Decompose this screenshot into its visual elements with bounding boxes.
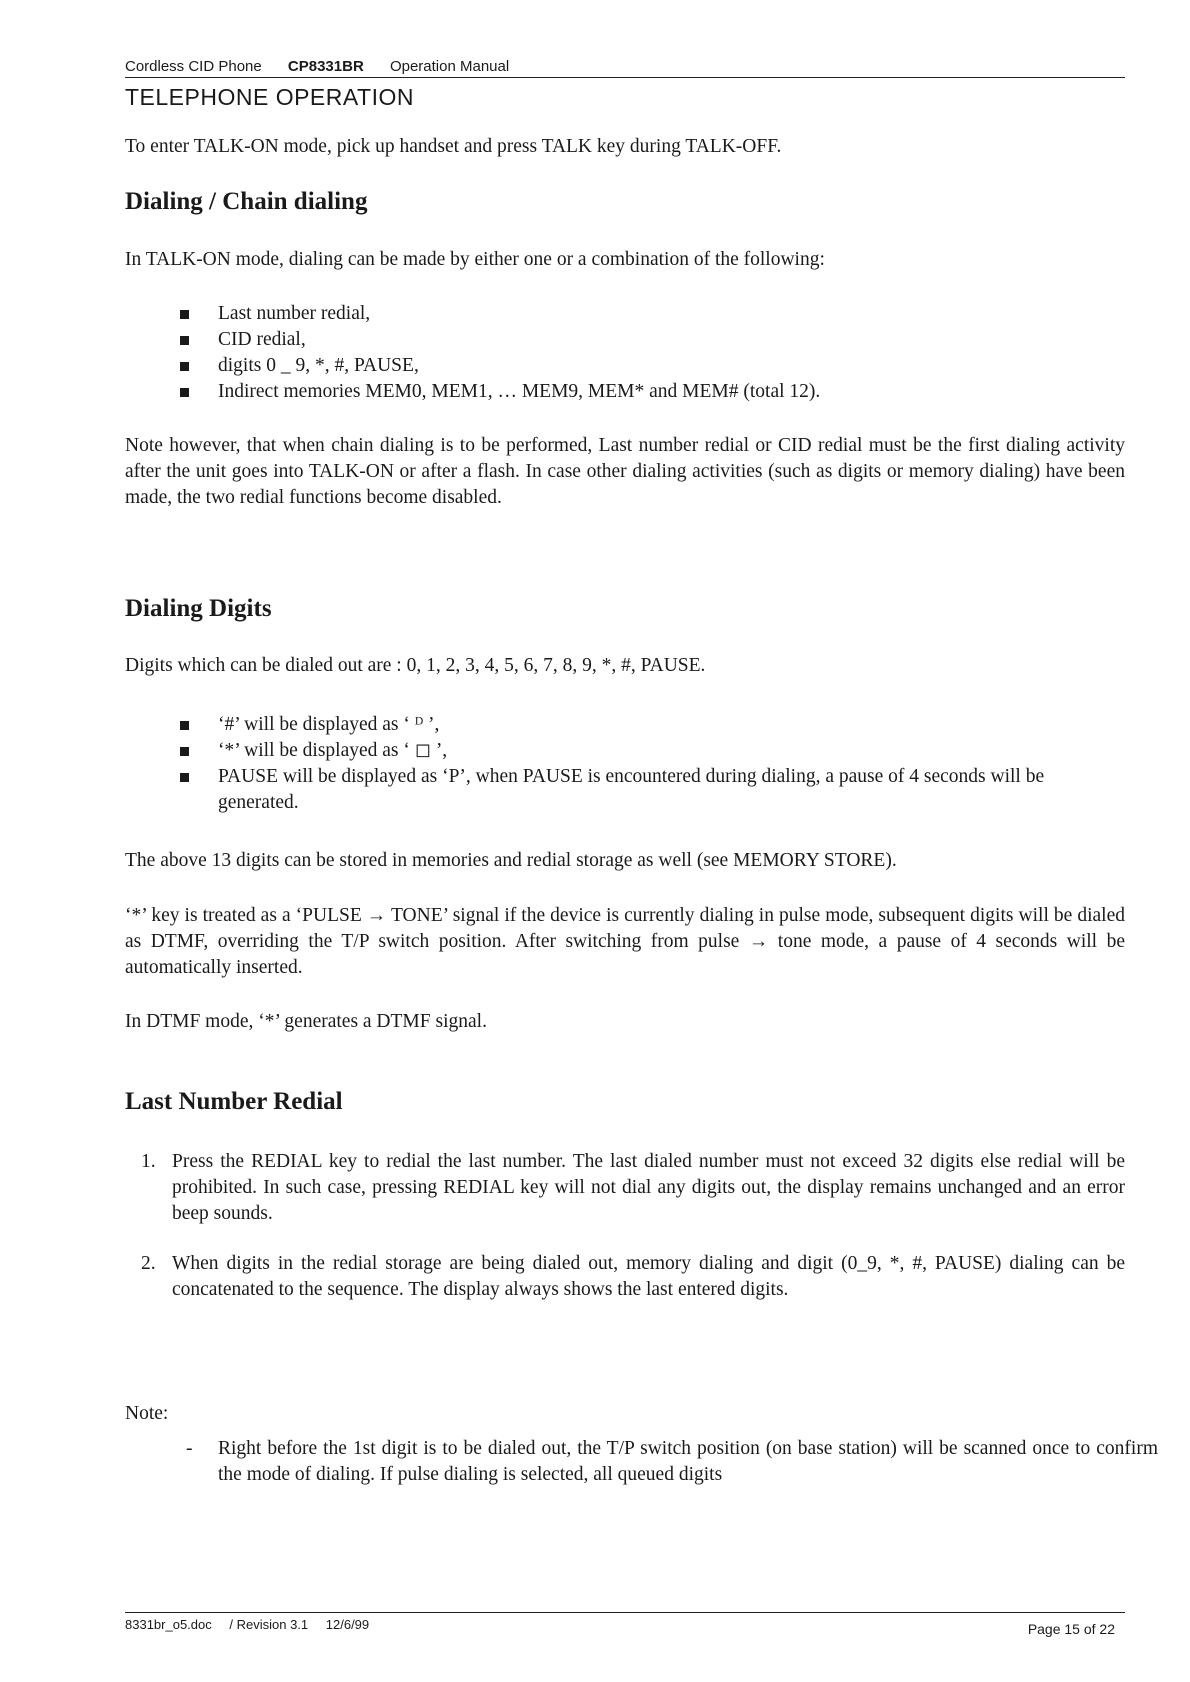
section-title: TELEPHONE OPERATION [125, 84, 414, 110]
chain-lead: In TALK-ON mode, dialing can be made by either one or a combination of the following: [125, 249, 825, 270]
footer-revision: / Revision 3.1 [229, 1617, 309, 1632]
chain-options-list [180, 301, 1125, 405]
step-item [125, 1251, 1125, 1303]
digit-display-list [180, 712, 1125, 816]
redial-steps [125, 1149, 1125, 1327]
list-item: ‘#’ will be displayed as ‘ ᴰ ’, [180, 712, 1125, 738]
list-item: Indirect memories MEM0, MEM1, … MEM9, MEM* and MEM# (total 12). [180, 379, 1125, 405]
note-item [186, 1436, 1158, 1488]
dialing-digits-heading: Dialing Digits [125, 595, 272, 622]
header-product: Cordless CID Phone [125, 58, 262, 75]
header-model: CP8331BR [287, 58, 364, 75]
step-item [125, 1149, 1125, 1227]
dtmf-paragraph: In DTMF mode, ‘*’ generates a DTMF signal. [125, 1011, 487, 1032]
list-item: Last number redial, [180, 301, 1125, 327]
digits-lead: Digits which can be dialed out are : 0, 1, 2, 3, 4, 5, 6, 7, 8, 9, *, #, PAUSE. [125, 655, 706, 676]
step-number: 2. [141, 1253, 156, 1274]
intro-paragraph: To enter TALK-ON mode, pick up handset and press TALK key during TALK-OFF. [125, 136, 782, 157]
list-item: CID redial, [180, 327, 1125, 353]
page-footer [125, 1612, 1125, 1637]
note-text: Right before the 1st digit is to be dialed out, the T/P switch position (on base station) will be scanned once to confirm the mode of dialing. If pulse dialing is selected, all queued digits [218, 1438, 1158, 1485]
star-key-paragraph: ‘*’ key is treated as a ‘PULSE → TONE’ signal if the device is currently dialing in pulse mode, subsequent digits will be dialed as DTMF, overriding the T/P switch position. After switching from pulse → tone mode, a pause of 4 seconds will be automatically inserted. [125, 905, 1125, 978]
header-doc-type: Operation Manual [389, 58, 510, 75]
step-text: Press the REDIAL key to redial the last number. The last dialed number must not exceed 32 digits else redial will be prohibited. In such case, pressing REDIAL key will not dial any digits out, the display remains unchanged and an error beep sounds. [172, 1151, 1125, 1224]
step-text: When digits in the redial storage are being dialed out, memory dialing and digit (0_9, *, #, PAUSE) dialing can be concatenated to the sequence. The display always shows the last entered digits. [172, 1253, 1125, 1300]
list-item: PAUSE will be displayed as ‘P’, when PAUSE is encountered during dialing, a pause of 4 seconds will be generated. [180, 764, 1125, 816]
chain-note-paragraph: Note however, that when chain dialing is to be performed, Last number redial or CID redial must be the first dialing activity after the unit goes into TALK-ON or after a flash. In case other dialing activities (such as digits or memory dialing) have been made, the two redial functions become disabled. [125, 435, 1125, 508]
list-item: ‘*’ will be displayed as ‘ ◻ ’, [180, 738, 1125, 764]
step-number: 1. [141, 1151, 156, 1172]
note-dash: - [186, 1438, 193, 1459]
note-label: Note: [125, 1403, 169, 1424]
footer-date: 12/6/99 [325, 1617, 370, 1632]
digits-storage-paragraph: The above 13 digits can be stored in memories and redial storage as well (see MEMORY STORE). [125, 850, 897, 871]
footer-file: 8331br_o5.doc [125, 1617, 212, 1632]
page-number: Page 15 of 22 [1027, 1621, 1115, 1637]
list-item: digits 0 _ 9, *, #, PAUSE, [180, 353, 1125, 379]
last-number-redial-heading: Last Number Redial [125, 1088, 343, 1115]
chain-dialing-heading: Dialing / Chain dialing [125, 188, 368, 215]
running-header [125, 58, 1125, 78]
